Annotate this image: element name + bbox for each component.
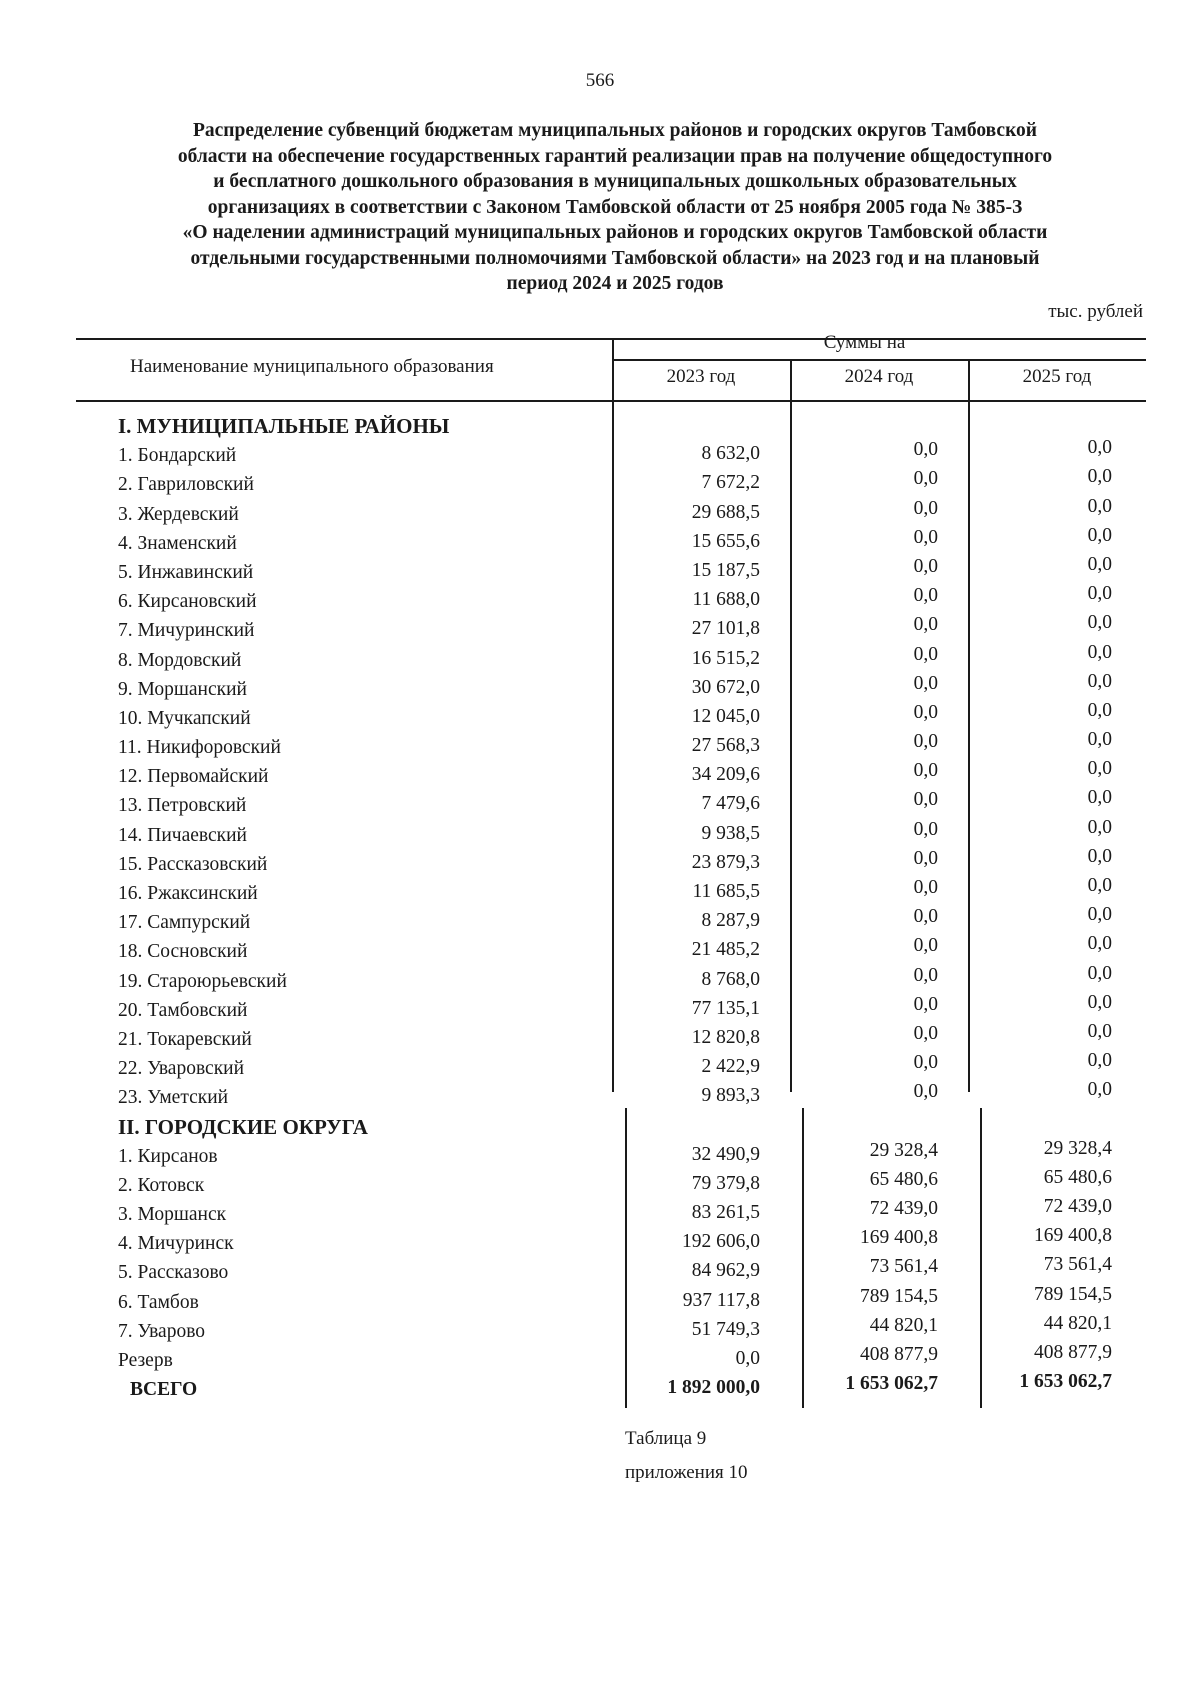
cell-2025: 0,0 (1087, 787, 1112, 809)
cell-2024: 0,0 (913, 789, 938, 811)
row-name: 3. Моршанск (118, 1204, 227, 1226)
row-name: 22. Уваровский (118, 1058, 245, 1080)
total-row (0, 1371, 1200, 1404)
section-header-row (0, 412, 1200, 441)
row-name: 8. Мордовский (118, 649, 242, 671)
cell-2023: 11 688,0 (692, 589, 760, 611)
row-name: 3. Жердевский (118, 503, 239, 525)
title-line: и бесплатного дошкольного образования в муниципальных дошкольных образовательных (213, 171, 1017, 192)
cell-2023: 83 261,5 (691, 1202, 760, 1224)
table-row (0, 758, 1200, 791)
row-name: 20. Тамбовский (118, 999, 248, 1021)
cell-2024: 0,0 (913, 1022, 938, 1044)
cell-2025: 44 820,1 (1043, 1312, 1112, 1334)
cell-2024: 0,0 (913, 672, 938, 694)
cell-2023: 29 688,5 (691, 501, 760, 523)
cell-2024: 0,0 (913, 1081, 938, 1103)
cell-2023: 27 101,8 (691, 618, 760, 640)
cell-2024: 72 439,0 (869, 1198, 938, 1220)
cell-2024: 0,0 (913, 847, 938, 869)
cell-2024: 1 653 062,7 (845, 1373, 938, 1395)
cell-2025: 408 877,9 (1034, 1342, 1112, 1363)
cell-2025: 65 480,6 (1043, 1166, 1112, 1188)
table-row (0, 904, 1200, 937)
cell-2024: 0,0 (913, 585, 938, 607)
title-line: отдельными государственными полномочиями Тамбовской области» на 2023 год и на плановый (190, 247, 1040, 269)
cell-2023: 34 209,6 (691, 764, 760, 786)
cell-2025: 0,0 (1087, 1079, 1112, 1101)
cell-2025: 0,0 (1087, 1050, 1112, 1072)
cell-2023: 8 632,0 (701, 443, 760, 465)
cell-2024: 44 820,1 (869, 1314, 938, 1336)
title-line: «О наделении администраций муниципальных районов и городских округов Тамбовской области (182, 222, 1048, 243)
cell-2025: 0,0 (1087, 845, 1112, 867)
table-row (0, 612, 1200, 645)
cell-2025: 0,0 (1087, 612, 1112, 634)
row-name: 12. Первомайский (118, 766, 269, 788)
cell-2024: 0,0 (913, 555, 938, 577)
row-name: II. ГОРОДСКИЕ ОКРУГА (118, 1114, 368, 1139)
cell-2024: 73 561,4 (869, 1256, 938, 1278)
row-name: 14. Пичаевский (118, 824, 247, 846)
cell-2023: 12 045,0 (691, 705, 760, 727)
table-row (0, 1196, 1200, 1229)
cell-2023: 79 379,8 (691, 1172, 760, 1194)
sums-divider-rule (612, 359, 1146, 361)
table-row (0, 1283, 1200, 1317)
table-row (0, 670, 1200, 704)
cell-2024: 0,0 (913, 701, 938, 723)
cell-2023: 0,0 (735, 1348, 760, 1369)
cell-2024: 0,0 (913, 964, 938, 986)
cell-2024: 0,0 (913, 993, 938, 1015)
cell-2023: 51 749,3 (691, 1318, 760, 1340)
cell-2023: 77 135,1 (691, 997, 760, 1019)
row-name: 1. Бондарский (118, 445, 237, 467)
row-name: 7. Уварово (118, 1320, 206, 1342)
table-row (0, 1166, 1200, 1200)
cell-2023: 12 820,8 (691, 1026, 760, 1048)
table-row (0, 699, 1200, 733)
table-body (0, 412, 1200, 1404)
row-name: 21. Токаревский (118, 1028, 252, 1050)
cell-2023: 8 768,0 (701, 968, 760, 990)
row-name: 9. Моршанский (118, 678, 247, 700)
document-title (85, 118, 1145, 297)
table-row (0, 816, 1200, 850)
cell-2023: 11 685,5 (692, 881, 760, 902)
row-name: 10. Мучкапский (118, 707, 251, 729)
title-line: период 2024 и 2025 годов (506, 273, 724, 294)
row-name: 16. Ржаксинский (118, 883, 258, 904)
page-number: 566 (585, 70, 615, 91)
cell-2025: 0,0 (1087, 466, 1112, 488)
table-row (0, 583, 1200, 616)
cell-2025: 0,0 (1087, 816, 1112, 838)
cell-2024: 0,0 (913, 935, 938, 957)
cell-2024: 0,0 (913, 614, 938, 636)
row-name: 17. Сампурский (118, 912, 251, 934)
cell-2024: 29 328,4 (869, 1139, 938, 1161)
cell-2025: 0,0 (1087, 583, 1112, 605)
cell-2024: 0,0 (913, 439, 938, 461)
cell-2025: 0,0 (1087, 437, 1112, 459)
column-header-name: Наименование муниципального образования (130, 356, 494, 377)
cell-2023: 15 187,5 (691, 559, 760, 581)
table-row (0, 641, 1200, 675)
row-name: 5. Рассказово (118, 1262, 229, 1284)
table-row (0, 1254, 1200, 1287)
cell-2023: 192 606,0 (682, 1231, 760, 1253)
cell-2025: 0,0 (1087, 524, 1112, 546)
cell-2023: 937 117,8 (682, 1289, 760, 1311)
row-name: ВСЕГО (130, 1379, 198, 1401)
cell-2024: 0,0 (913, 731, 938, 753)
cell-2024: 0,0 (913, 497, 938, 519)
cell-2024: 408 877,9 (860, 1344, 938, 1365)
cell-2025: 0,0 (1087, 875, 1112, 896)
units-label: тыс. рублей (1048, 301, 1143, 322)
cell-2025: 0,0 (1087, 962, 1112, 984)
table-row (0, 729, 1200, 762)
row-name: 6. Тамбов (118, 1291, 199, 1313)
cell-2025: 72 439,0 (1043, 1196, 1112, 1218)
column-header-2023: 2023 год (666, 366, 736, 387)
cell-2025: 0,0 (1087, 1020, 1112, 1042)
table-row (0, 495, 1200, 529)
row-name: 23. Уметский (118, 1087, 229, 1109)
table-row (0, 1137, 1200, 1171)
row-name: 2. Котовск (118, 1174, 205, 1196)
cell-2023: 8 287,9 (701, 910, 760, 932)
cell-2025: 0,0 (1087, 670, 1112, 692)
row-name: 15. Рассказовский (118, 853, 268, 875)
section-header-row (0, 1113, 1200, 1142)
cell-2025: 0,0 (1087, 933, 1112, 955)
title-line: организациях в соответствии с Законом Тамбовской области от 25 ноября 2005 года № 385-З (207, 196, 1023, 218)
table-row (0, 787, 1200, 820)
cell-2023: 1 892 000,0 (667, 1377, 760, 1399)
cell-2023: 9 938,5 (701, 822, 760, 844)
title-line: Распределение субвенций бюджетам муниципальных районов и городских округов Тамбовской (192, 120, 1038, 141)
cell-2025: 0,0 (1087, 758, 1112, 780)
cell-2025: 0,0 (1087, 729, 1112, 751)
row-name: 4. Знаменский (118, 532, 237, 554)
table-caption: Таблица 9 (625, 1428, 707, 1449)
row-name: 4. Мичуринск (118, 1233, 234, 1255)
row-name: 13. Петровский (118, 795, 247, 817)
cell-2023: 2 422,9 (701, 1056, 760, 1078)
cell-2025: 29 328,4 (1043, 1137, 1112, 1159)
table-row (0, 1225, 1200, 1258)
cell-2023: 7 479,6 (701, 793, 760, 815)
row-name: 1. Кирсанов (118, 1145, 218, 1167)
header-bottom-rule (76, 400, 1146, 402)
table-row (0, 1312, 1200, 1346)
cell-2024: 0,0 (913, 818, 938, 840)
table-row (0, 875, 1200, 908)
cell-2023: 9 893,3 (701, 1085, 760, 1107)
cell-2024: 0,0 (913, 906, 938, 928)
row-name: 7. Мичуринский (118, 620, 255, 642)
cell-2024: 65 480,6 (869, 1168, 938, 1190)
row-name: 11. Никифоровский (118, 737, 281, 759)
table-row (0, 524, 1200, 558)
table-row (0, 1079, 1200, 1112)
row-name: 2. Гавриловский (118, 474, 254, 496)
row-name: 5. Инжавинский (118, 561, 254, 583)
cell-2024: 789 154,5 (860, 1285, 938, 1307)
cell-2025: 0,0 (1087, 641, 1112, 663)
cell-2023: 30 672,0 (691, 676, 760, 698)
table-row (0, 437, 1200, 470)
row-name: 6. Кирсановский (118, 591, 257, 613)
cell-2024: 0,0 (913, 468, 938, 490)
cell-2024: 0,0 (913, 1052, 938, 1074)
cell-2025: 0,0 (1087, 495, 1112, 517)
cell-2025: 1 653 062,7 (1019, 1371, 1112, 1393)
row-name: Резерв (118, 1350, 173, 1371)
row-name: I. МУНИЦИПАЛЬНЫЕ РАЙОНЫ (118, 414, 450, 438)
cell-2025: 0,0 (1087, 904, 1112, 926)
cell-2025: 0,0 (1087, 699, 1112, 721)
cell-2024: 0,0 (913, 643, 938, 665)
cell-2025: 789 154,5 (1034, 1283, 1112, 1305)
column-header-2024: 2024 год (844, 366, 914, 387)
table-row (0, 1020, 1200, 1054)
cell-2024: 0,0 (913, 526, 938, 548)
row-name: 19. Староюрьевский (118, 970, 287, 992)
appendix-caption: приложения 10 (625, 1462, 748, 1483)
cell-2023: 84 962,9 (691, 1260, 760, 1282)
table-row (0, 991, 1200, 1025)
cell-2023: 7 672,2 (701, 472, 760, 494)
cell-2025: 0,0 (1087, 553, 1112, 575)
table-row (0, 466, 1200, 499)
table-row (0, 553, 1200, 587)
cell-2023: 16 515,2 (691, 647, 760, 669)
cell-2024: 169 400,8 (860, 1227, 938, 1249)
cell-2024: 0,0 (913, 760, 938, 782)
table-row (0, 933, 1200, 966)
cell-2023: 23 879,3 (691, 851, 760, 873)
cell-2023: 32 490,9 (691, 1143, 760, 1165)
cell-2023: 15 655,6 (691, 530, 760, 552)
cell-2025: 0,0 (1087, 991, 1112, 1013)
table-row (0, 1050, 1200, 1083)
cell-2023: 27 568,3 (691, 735, 760, 757)
cell-2024: 0,0 (913, 877, 938, 898)
cell-2025: 169 400,8 (1034, 1225, 1112, 1247)
table-row (0, 845, 1200, 879)
column-header-2025: 2025 год (1022, 366, 1092, 387)
row-name: 18. Сосновский (118, 941, 248, 963)
title-line: области на обеспечение государственных гарантий реализации прав на получение общедоступного (177, 145, 1053, 167)
cell-2025: 73 561,4 (1043, 1254, 1112, 1276)
cell-2023: 21 485,2 (691, 939, 760, 961)
table-row (0, 962, 1200, 996)
column-header-sums: Суммы на (823, 332, 906, 353)
